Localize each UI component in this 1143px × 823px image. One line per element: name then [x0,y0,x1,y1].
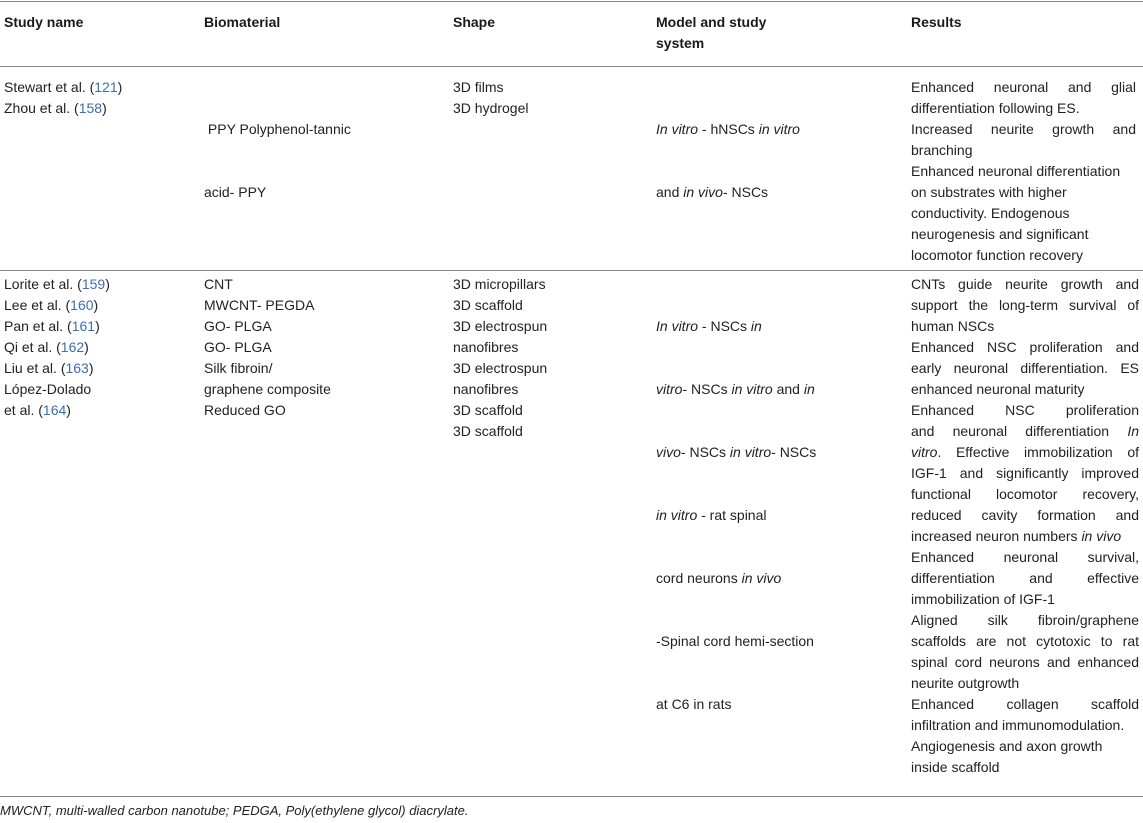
study-author: et al. ( [4,402,43,418]
shape-line: 3D micropillars [453,276,546,292]
header-biomaterial: Biomaterial [204,14,281,30]
shape-line: 3D scaffold [453,402,523,418]
ref-close: ) [95,318,100,334]
shape-line: 3D electrospun [453,318,548,334]
results-line: vitro. Effective immobilization of [911,444,1139,460]
reference-link[interactable]: 164 [42,402,67,418]
study-entry [4,77,122,98]
results-line: human NSCs [911,318,995,334]
results-line: immobilization of IGF-1 [911,591,1055,607]
results-line: reduced cavity formation and [911,507,1139,523]
row2-shape-cell [453,274,547,442]
model-line: and in vivo- NSCs [656,184,769,200]
study-entry [4,337,110,358]
shape-line: 3D hydrogel [453,100,529,116]
model-line: vitro- NSCs in vitro and in [656,381,815,397]
biomaterial-line: acid- PPY [204,184,267,200]
results-line: functional locomotor recovery, [911,486,1139,502]
results-line: infiltration and immunomodulation. [911,717,1125,733]
results-line: increased neuron numbers in vivo [911,528,1122,544]
results-line: branching [911,142,973,158]
results-line: enhanced neuronal maturity [911,381,1085,397]
results-line: IGF-1 and significantly improved [911,465,1139,481]
table-top-rule [0,1,1143,2]
results-line: Enhanced collagen scaffold [911,696,1139,712]
study-entry [4,358,110,379]
biomaterial-line: Silk fibroin/ [204,360,273,376]
row1-model-cell [656,77,800,245]
results-line: conductivity. Endogenous [911,205,1070,221]
results-line: Aligned silk fibroin/graphene [911,612,1139,628]
shape-line: 3D electrospun [453,360,548,376]
row2-biomaterial-cell [204,274,331,421]
row2-study-cell [4,274,110,421]
row1-results-cell [911,77,1136,266]
ref-close: ) [93,297,99,313]
study-entry [4,379,110,400]
results-line: Angiogenesis and axon growth [911,738,1103,754]
reference-link[interactable]: 161 [71,318,96,334]
model-line: In vitro - hNSCs in vitro [656,121,800,137]
results-line: Increased neurite growth and [911,121,1136,137]
header-shape: Shape [453,14,496,30]
reference-link[interactable]: 163 [65,360,89,376]
results-line: Enhanced neuronal and glial [911,79,1136,95]
biomaterial-line: CNT [204,276,233,292]
reference-link[interactable]: 159 [81,276,106,292]
results-line: neurite outgrowth [911,675,1020,691]
model-line: cord neurons in vivo [656,570,782,586]
results-line: differentiation and effective [911,570,1139,586]
reference-link[interactable]: 162 [60,339,85,355]
row1-bottom-rule [0,270,1143,271]
header-study-name: Study name [4,14,84,30]
study-entry [4,400,110,421]
results-line: neurogenesis and significant [911,226,1089,242]
results-line: inside scaffold [911,759,1000,775]
table-bottom-rule [0,796,1143,797]
row2-model-cell [656,274,816,757]
ref-close: ) [105,276,110,292]
model-line: vivo- NSCs in vitro- NSCs [656,444,817,460]
row2-results-cell [911,274,1139,778]
biomaterial-line: GO- PLGA [204,318,272,334]
model-line: In vitro - NSCs in [656,318,762,334]
ref-close: ) [88,360,94,376]
results-line: Enhanced NSC proliferation [911,402,1139,418]
shape-line: nanofibres [453,339,519,355]
shape-line: 3D scaffold [453,297,523,313]
biomaterial-line: GO- PLGA [204,339,272,355]
shape-line: 3D films [453,79,504,95]
study-author: Pan et al. ( [4,318,72,334]
study-entry [4,98,122,119]
results-line: CNTs guide neurite growth and [911,276,1139,292]
header-model [656,12,766,54]
shape-line: 3D scaffold [453,423,523,439]
table-footnote: MWCNT, multi-walled carbon nanotube; PEDGA, Poly(ethylene glycol) diacrylate. [0,803,469,818]
results-line: support the long-term survival of [911,297,1139,313]
header-results: Results [911,14,962,30]
biomaterial-line: PPY Polyphenol-tannic [204,121,351,137]
study-entry [4,316,110,337]
shape-line: nanofibres [453,381,519,397]
ref-close: ) [117,79,123,95]
model-line: in vitro - rat spinal [656,507,767,523]
biomaterial-line: MWCNT- PEGDA [204,297,315,313]
results-line: Enhanced neuronal survival, [911,549,1139,565]
study-author: Zhou et al. ( [4,100,79,116]
ref-close: ) [84,339,89,355]
study-entry [4,295,110,316]
biomaterial-line: Reduced GO [204,402,286,418]
study-author: Liu et al. ( [4,360,66,376]
results-line: locomotor function recovery [911,247,1083,263]
results-line: on substrates with higher [911,184,1067,200]
results-line: early neuronal differentiation. ES [911,360,1139,376]
row1-study-cell [4,77,122,119]
study-entry [4,274,110,295]
study-author: Lee et al. ( [4,297,71,313]
ref-close: ) [66,402,71,418]
results-line: and neuronal differentiation In [911,423,1139,439]
reference-link[interactable]: 160 [70,297,94,313]
results-line: scaffolds are not cytotoxic to rat [911,633,1139,649]
results-line: Enhanced NSC proliferation and [911,339,1139,355]
study-author: Qi et al. ( [4,339,61,355]
reference-link[interactable]: 121 [94,79,118,95]
study-author: Lorite et al. ( [4,276,82,292]
biomaterial-line: graphene composite [204,381,331,397]
row1-shape-cell [453,77,529,119]
model-line: -Spinal cord hemi-section [656,633,814,649]
model-line: at C6 in rats [656,696,732,712]
results-line: differentiation following ES. [911,100,1080,116]
reference-link[interactable]: 158 [78,100,103,116]
study-author: Stewart et al. ( [4,79,95,95]
results-line: Enhanced neuronal differentiation [911,163,1121,179]
study-author: López-Dolado [4,381,92,397]
row1-biomaterial-cell [204,77,351,245]
header-bottom-rule [0,66,1143,67]
ref-close: ) [102,100,107,116]
header-model-line1: Model and study [656,14,767,30]
results-line: spinal cord neurons and enhanced [911,654,1139,670]
header-model-line2: system [656,35,705,51]
